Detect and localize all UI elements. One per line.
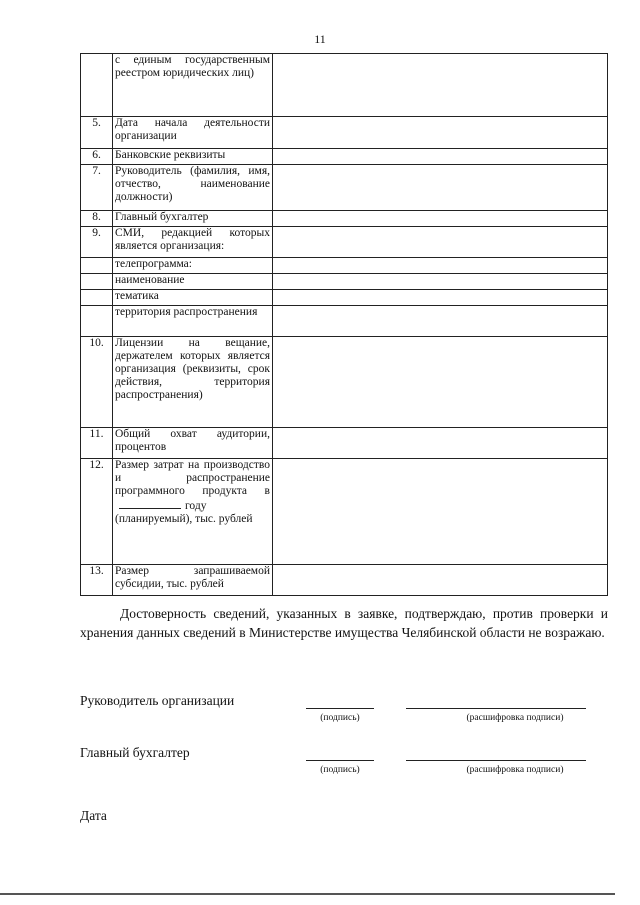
bottom-divider [0, 893, 615, 895]
table-row [81, 165, 608, 211]
row-number: 13. [81, 565, 113, 596]
row-value-cell[interactable] [273, 149, 608, 165]
table-row [81, 306, 608, 337]
table-row [81, 149, 608, 165]
row-number [81, 306, 113, 337]
row-value-cell[interactable] [273, 165, 608, 211]
accountant-decoding-line[interactable] [406, 759, 586, 761]
accountant-signature-caption: (подпись) [320, 765, 360, 775]
table-row [81, 337, 608, 428]
row-label-after-blank: году (планируемый), тыс. рублей [115, 500, 253, 525]
row-number: 12. [81, 459, 113, 565]
table-row [81, 258, 608, 274]
head-decoding-caption: (расшифровка подписи) [466, 713, 564, 723]
row-value-cell[interactable] [273, 258, 608, 274]
table-row [81, 290, 608, 306]
row-label: наименование [113, 274, 273, 290]
row-label: телепрограмма: [113, 258, 273, 274]
row-label: Общий охват аудитории, процентов [113, 428, 273, 459]
row-number: 10. [81, 337, 113, 428]
date-label: Дата [80, 808, 107, 823]
row-label: территория распространения [113, 306, 273, 337]
row-number: 5. [81, 117, 113, 149]
row-label [113, 459, 273, 565]
table-row [81, 54, 608, 117]
accountant-decoding-caption: (расшифровка подписи) [466, 765, 564, 775]
row-value-cell[interactable] [273, 428, 608, 459]
accountant-signature-line[interactable] [306, 759, 374, 761]
row-number: 9. [81, 227, 113, 258]
year-blank-line [119, 498, 181, 509]
row-value-cell[interactable] [273, 290, 608, 306]
head-signature-label: Руководитель организации [80, 693, 235, 708]
row-label: СМИ, редакцией которых является организация: [113, 227, 273, 258]
row-value-cell[interactable] [273, 274, 608, 290]
statement-paragraph: Достоверность сведений, указанных в заявке, подтверждаю, против проверки и хранения данных сведений в Министерстве имущества Челябинской области не возражаю. [80, 606, 608, 640]
row-value-cell[interactable] [273, 54, 608, 117]
accountant-signature-label: Главный бухгалтер [80, 745, 190, 760]
row-number: 11. [81, 428, 113, 459]
row-number [81, 290, 113, 306]
table-row [81, 211, 608, 227]
row-label-before-blank: Размер затрат на производство и распространение программного продукта в [115, 459, 270, 497]
row-value-cell[interactable] [273, 337, 608, 428]
row-number: 7. [81, 165, 113, 211]
row-label: Лицензии на вещание, держателем которых является организация (реквизиты, срок действия, территория распространения) [113, 337, 273, 428]
table-row [81, 227, 608, 258]
row-number [81, 54, 113, 117]
row-number: 6. [81, 149, 113, 165]
row-label: тематика [113, 290, 273, 306]
application-form-table [80, 53, 608, 596]
head-signature-caption: (подпись) [320, 713, 360, 723]
row-value-cell[interactable] [273, 117, 608, 149]
table-row [81, 274, 608, 290]
row-label: Дата начала деятельности организации [113, 117, 273, 149]
page-number: 11 [314, 32, 326, 46]
row-value-cell[interactable] [273, 211, 608, 227]
table-row [81, 117, 608, 149]
row-value-cell[interactable] [273, 227, 608, 258]
row-label: Главный бухгалтер [113, 211, 273, 227]
row-number [81, 274, 113, 290]
row-value-cell[interactable] [273, 565, 608, 596]
row-label: Размер запрашиваемой субсидии, тыс. рублей [113, 565, 273, 596]
row-label: Руководитель (фамилия, имя, отчество, наименование должности) [113, 165, 273, 211]
head-decoding-line[interactable] [406, 707, 586, 709]
row-label: с единым государственным реестром юридических лиц) [113, 54, 273, 117]
head-signature-line[interactable] [306, 707, 374, 709]
row-number: 8. [81, 211, 113, 227]
row-number [81, 258, 113, 274]
row-value-cell[interactable] [273, 459, 608, 565]
row-label: Банковские реквизиты [113, 149, 273, 165]
table-row [81, 428, 608, 459]
table-row [81, 565, 608, 596]
table-row [81, 459, 608, 565]
row-value-cell[interactable] [273, 306, 608, 337]
